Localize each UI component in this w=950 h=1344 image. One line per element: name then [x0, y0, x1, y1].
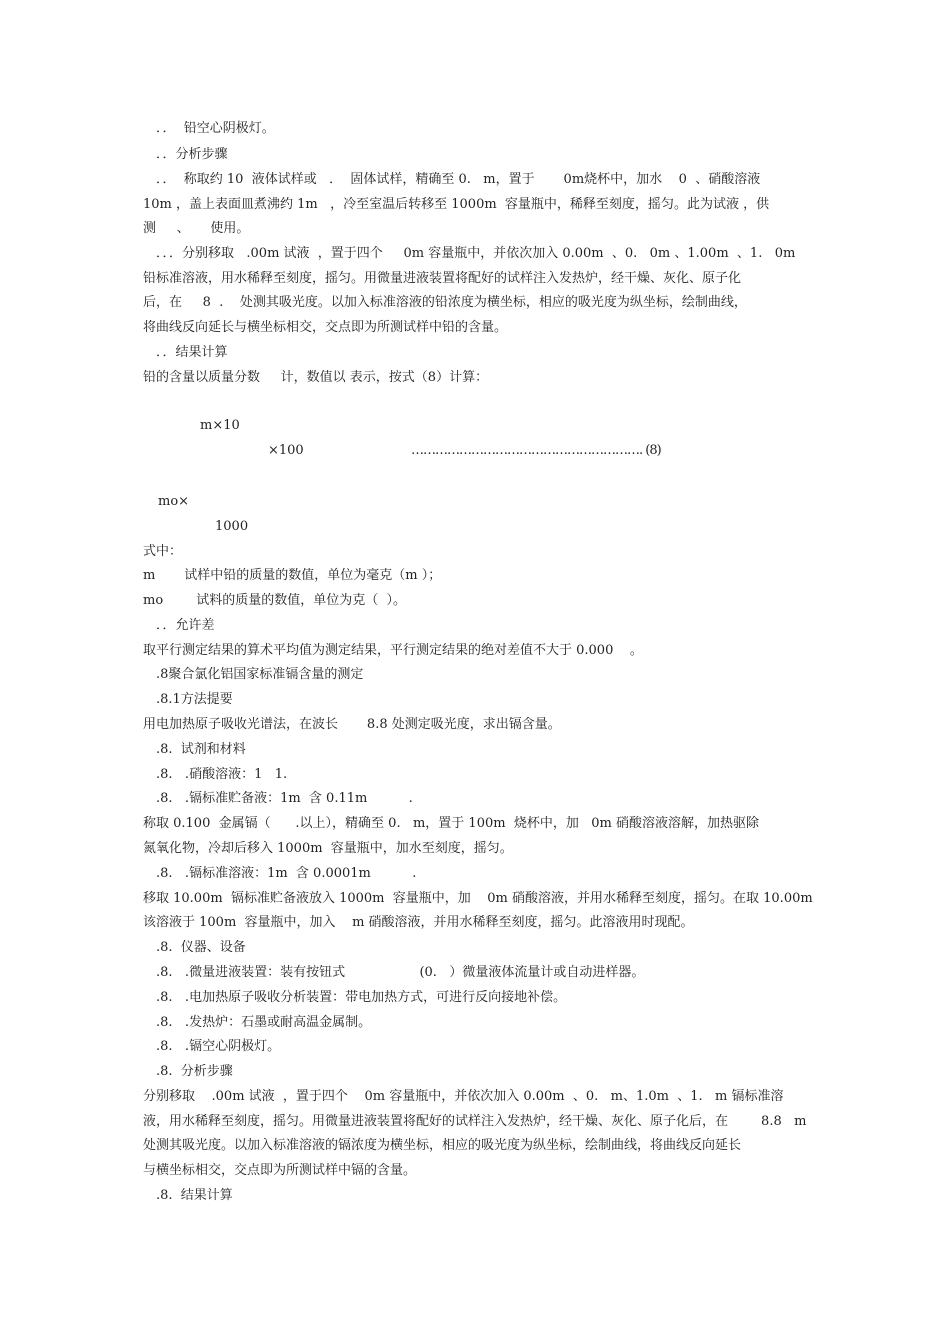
text-line: 移取 10.00m 镉标准贮备液放入 1000m 容量瓶中，加 0m 硝酸溶液，并用水稀释至刻度，摇匀。在取 10.00m	[143, 891, 813, 906]
text-line: 铅标准溶液，用水稀释至刻度，摇匀。用微量进液装置将配好的试样注入发热炉，经干燥、灰化、原子化	[143, 271, 742, 286]
section-heading: .8. 分析步骤	[156, 1064, 233, 1079]
text-line: .8. .硝酸溶液：1 1.	[156, 767, 288, 782]
section-heading: .8聚合氯化铝国家标准镉含量的测定	[156, 667, 364, 682]
text-line: 取平行测定结果的算术平均值为测定结果，平行测定结果的绝对差值不大于 0.000 。	[143, 643, 643, 658]
section-heading: .8. 仪器、设备	[156, 940, 246, 955]
text-line: 式中：	[143, 544, 183, 559]
formula-denominator-value: 1000	[215, 519, 249, 534]
text-line: m 试样中铅的质量的数值，单位为毫克（m ）；	[143, 568, 442, 583]
text-line: ．． 铅空心阴极灯。	[156, 121, 275, 136]
text-line: 与横坐标相交，交点即为所测试样中镉的含量。	[143, 1163, 417, 1178]
text-line: 称取 0.100 金属镉（ .以上），精确至 0. m，置于 100m 烧杯中，加 0m 硝酸溶液溶解，加热驱除	[143, 816, 759, 831]
text-line: ．．．分别移取 .00m 试液 ，置于四个 0m 容量瓶中，并依次加入 0.00m 、0. 0m 、1.00m 、1. 0m	[156, 246, 796, 261]
text-line: .8. .镉空心阴极灯。	[156, 1039, 281, 1054]
text-line: 铅的含量以质量分数 计，数值以 表示，按式（8）计算：	[143, 370, 489, 385]
text-line: .8. .镉标准溶液：1m 含 0.0001m .	[156, 866, 417, 881]
text-line: 液，用水稀释至刻度，摇匀。用微量进液装置将配好的试样注入发热炉，经干燥、灰化、原子化后，在 8.8 m	[143, 1114, 807, 1129]
text-line: mo 试料的质量的数值，单位为克（ ）。	[143, 593, 406, 608]
text-line: .8. .电加热原子吸收分析装置：带电加热方式，可进行反向接地补偿。	[156, 990, 567, 1005]
section-heading: .8. 试剂和材料	[156, 742, 246, 757]
text-line: 将曲线反向延长与横坐标相交，交点即为所测试样中铅的含量。	[143, 320, 508, 335]
text-line: 用电加热原子吸收光谱法，在波长 8.8 处测定吸光度，求出镉含量。	[143, 717, 561, 732]
text-line: 测 、 使用。	[143, 221, 250, 236]
text-line: 该溶液于 100m 容量瓶中，加入 m 硝酸溶液，并用水稀释至刻度，摇匀。此溶液用时现配。	[143, 915, 694, 930]
text-line: .8. .微量进液装置：装有按钮式 (0. ）微量液体流量计或自动进样器。	[156, 965, 645, 980]
formula-numerator: m×10	[200, 418, 240, 433]
section-heading: ．．结果计算	[156, 345, 228, 360]
section-heading: .8. 结果计算	[156, 1188, 233, 1203]
text-line: .8. .镉标准贮备液：1m 含 0.11m .	[156, 791, 413, 806]
text-line: ．． 称取约 10 液体试样或 ． 固体试样，精确至 0. m，置于 0m烧杯中，加水 0 、硝酸溶液	[156, 172, 761, 187]
text-line: 分别移取 .00m 试液 ，置于四个 0m 容量瓶中，并依次加入 0.00m 、0. m、1.0m 、1. m 镉标准溶	[143, 1089, 784, 1104]
text-line: .8. .发热炉：石墨或耐高温金属制。	[156, 1015, 372, 1030]
text-line: 后，在 8 . 处测其吸光度。以加入标准溶液的铅浓度为横坐标，相应的吸光度为纵坐标，绘制曲线，	[143, 295, 747, 310]
section-heading: ．．允许差	[156, 618, 215, 633]
formula-multiplier: ×100	[268, 443, 304, 458]
section-heading: .8.1方法提要	[156, 692, 233, 707]
formula-denominator: mo×	[158, 494, 190, 509]
text-line: 处测其吸光度。以加入标准溶液的镉浓度为横坐标，相应的吸光度为纵坐标，绘制曲线，将曲线反向延长	[143, 1138, 742, 1153]
text-line: 10m ，盖上表面皿煮沸约 1m ，冷至室温后转移至 1000m 容量瓶中，稀释至刻度，摇匀。此为试液 ，供	[143, 197, 770, 212]
section-heading: ．．分析步骤	[156, 147, 228, 162]
formula-equation-number: …………………………………………………. (8)	[411, 443, 661, 458]
text-line: 氮氧化物，冷却后移入 1000m 容量瓶中，加水至刻度，摇匀。	[143, 841, 513, 856]
